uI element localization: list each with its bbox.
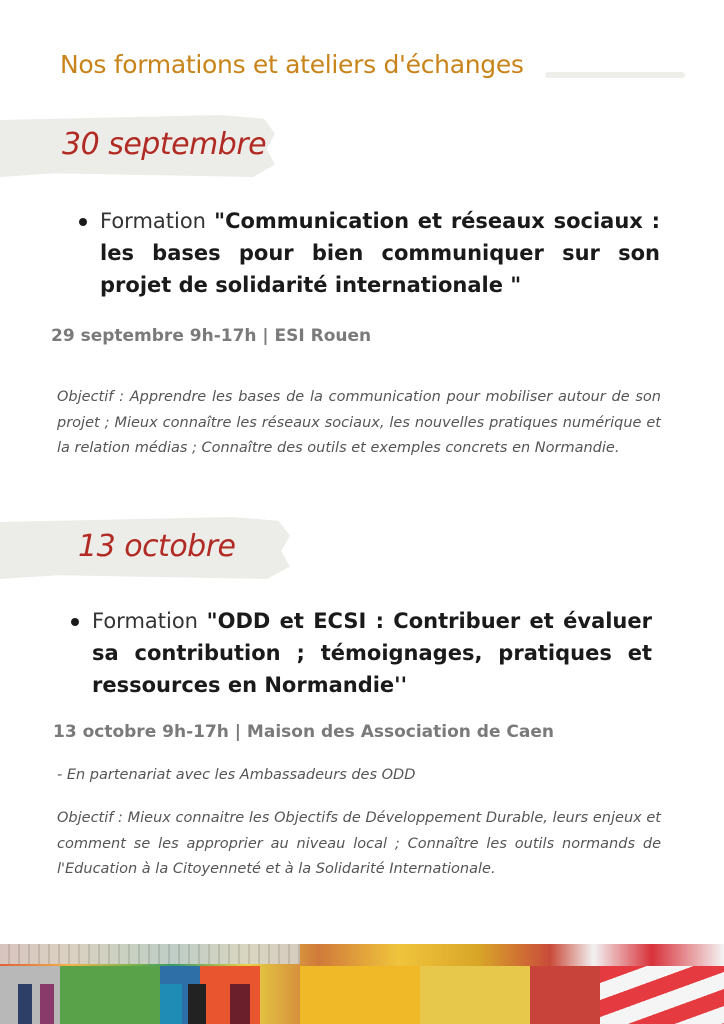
session-details: 13 octobre 9h-17h | Maison des Association de Caen bbox=[53, 722, 555, 742]
event-date: 13 octobre bbox=[78, 529, 236, 564]
objective-text: Objectif : Mieux connaitre les Objectifs de Développement Durable, leurs enjeux et comment se les approprier au niveau local ; Connaître les outils normands de l'Education à la Citoyenneté et à la Solidarité Internationale. bbox=[57, 810, 661, 877]
photo-wall bbox=[530, 966, 600, 1024]
footer-photo bbox=[0, 944, 724, 1024]
laundry-item bbox=[160, 984, 182, 1024]
partner-note: - En partenariat avec les Ambassadeurs des ODD bbox=[57, 767, 416, 783]
laundry-item bbox=[230, 984, 250, 1024]
title-underline-decoration bbox=[545, 72, 685, 78]
photo-wall bbox=[420, 966, 530, 1024]
formation-label: Formation bbox=[100, 209, 206, 233]
laundry-item bbox=[188, 984, 206, 1024]
formation-title-block bbox=[92, 605, 652, 701]
formation-label: Formation bbox=[92, 609, 198, 633]
photo-wall bbox=[300, 966, 420, 1024]
bullet-icon bbox=[79, 218, 87, 226]
event-date: 30 septembre bbox=[62, 127, 267, 162]
photo-roof bbox=[0, 944, 300, 964]
laundry-item bbox=[18, 984, 32, 1024]
bullet-icon bbox=[71, 618, 79, 626]
photo-wall bbox=[600, 966, 724, 1024]
objective-text: Objectif : Apprendre les bases de la communication pour mobiliser autour de son projet ; Mieux connaître les réseaux sociaux, les nouvelles pratiques numérique et la relation médias ; Connaître des outils et exemples concrets en Normandie. bbox=[57, 389, 661, 456]
page-title: Nos formations et ateliers d'échanges bbox=[60, 50, 524, 79]
photo-wall bbox=[60, 966, 160, 1024]
session-details: 29 septembre 9h-17h | ESI Rouen bbox=[51, 326, 372, 346]
formation-name: "ODD et ECSI : Contribuer et évaluer sa contribution ; témoignages, pratiques et ressources en Normandie'' bbox=[92, 609, 652, 697]
formation-title-block bbox=[100, 205, 660, 301]
formation-name: "Communication et réseaux sociaux : les bases pour bien communiquer sur son projet de solidarité internationale " bbox=[100, 209, 660, 297]
laundry-item bbox=[40, 984, 54, 1024]
